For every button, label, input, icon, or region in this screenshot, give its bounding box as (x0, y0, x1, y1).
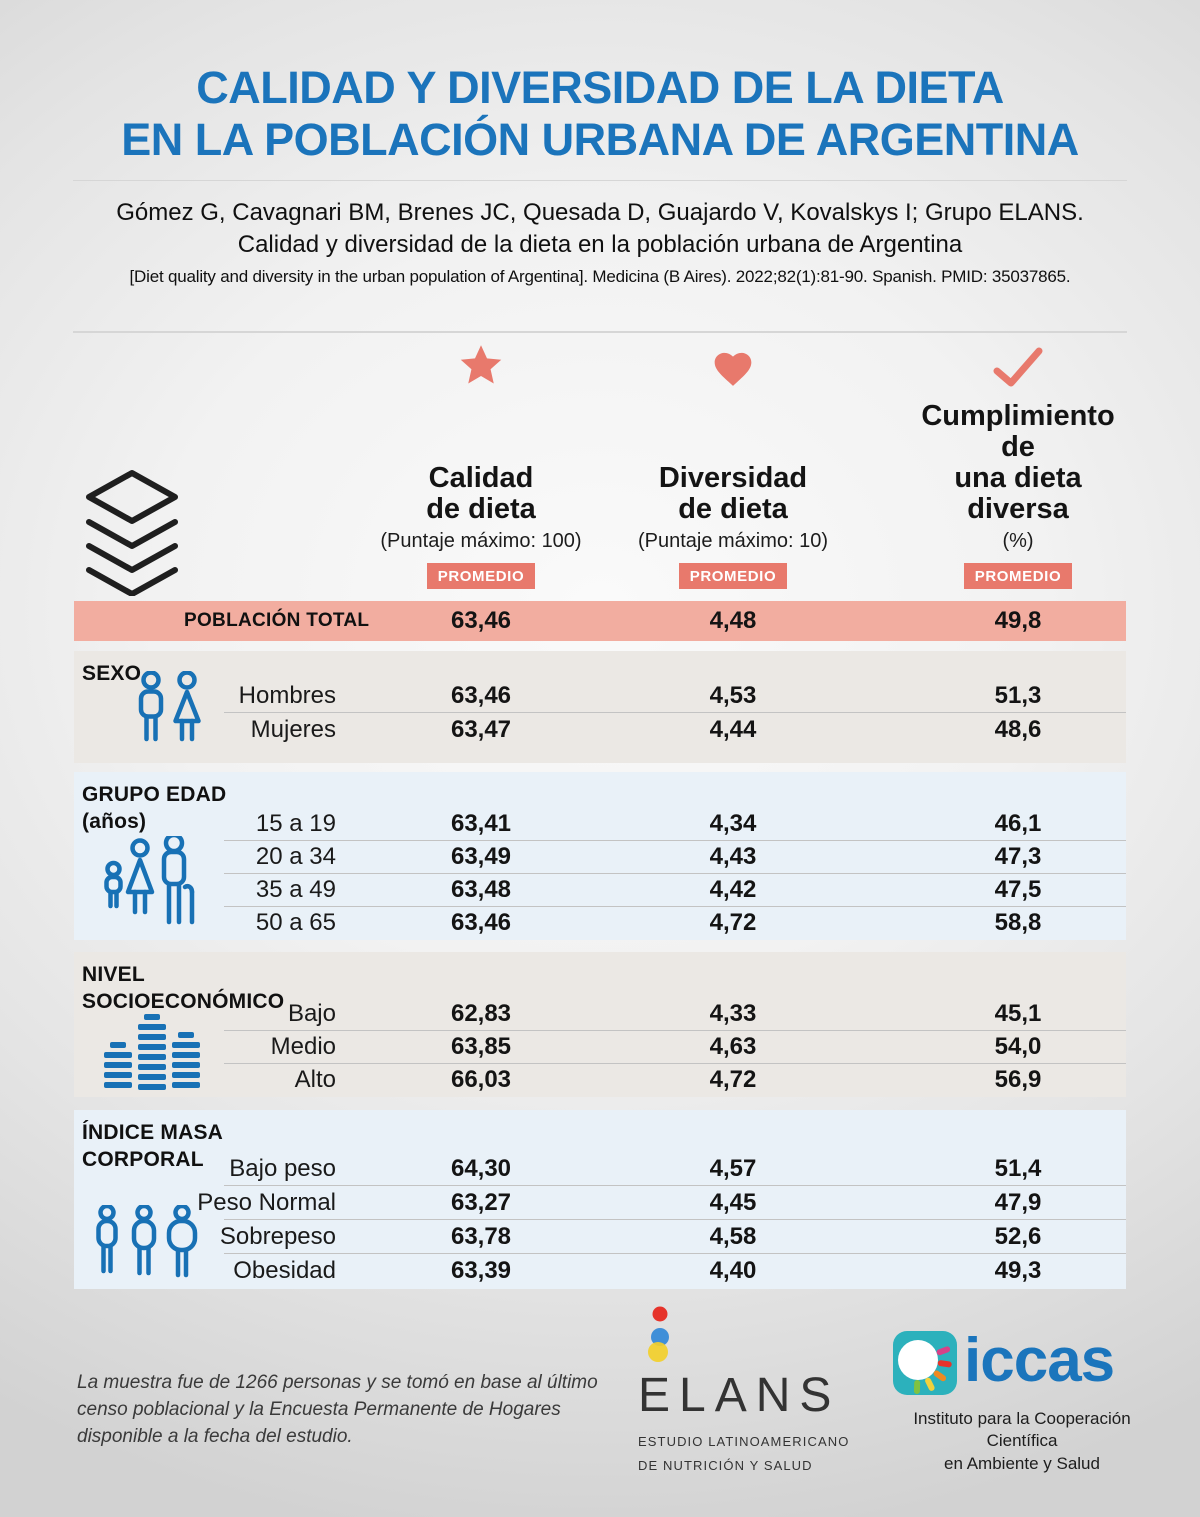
value-diversidad: 4,53 (709, 681, 757, 709)
value-cumplimiento: 48,6 (994, 715, 1042, 743)
table-row (74, 1186, 1126, 1220)
value-diversidad: 4,57 (709, 1154, 757, 1182)
section-title-sexo: SEXO (82, 661, 142, 685)
title-line-2: EN LA POBLACIÓN URBANA DE ARGENTINA (121, 114, 1079, 166)
value-cumplimiento: 46,1 (994, 810, 1042, 838)
iccas-mark-icon (892, 1330, 958, 1396)
value-calidad: 66,03 (450, 1066, 512, 1094)
value-calidad: 64,30 (450, 1154, 512, 1182)
value-calidad: 62,83 (450, 1000, 512, 1028)
row-label: 20 a 34 (255, 843, 336, 871)
table-row (74, 1152, 1126, 1186)
citation-title: Calidad y diversidad de la dieta en la población urbana de Argentina (237, 231, 963, 259)
section-indice-masa-corporal (74, 1110, 1126, 1289)
row-label: Bajo (287, 1000, 336, 1028)
value-diversidad: 4,45 (709, 1188, 757, 1216)
sample-footnote: La muestra fue de 1266 personas y se tomó en base al último censo poblacional y la Encuesta Permanente de Hogares disponible a la fecha del estudio. (77, 1372, 598, 1447)
table-row (74, 998, 1126, 1031)
value-cumplimiento: 49,3 (994, 1256, 1042, 1284)
table-row (74, 713, 1126, 747)
citation-block (0, 197, 1200, 286)
elans-logo (638, 1306, 850, 1473)
title-divider (73, 180, 1127, 181)
value-calidad: 63,41 (450, 810, 512, 838)
star-icon (458, 343, 504, 388)
title-line-1: CALIDAD Y DIVERSIDAD DE LA DIETA (196, 62, 1004, 113)
iccas-subtitle: Instituto para la Cooperación Científica en Ambiente y Salud (913, 1409, 1131, 1473)
total-population-label: POBLACIÓN TOTAL (184, 609, 370, 631)
row-label: 35 a 49 (255, 876, 336, 904)
value-diversidad: 4,42 (709, 876, 757, 904)
column-subtitles-row (74, 530, 1126, 553)
row-label: 15 a 19 (255, 810, 336, 838)
table-row (74, 874, 1126, 907)
row-label: Bajo peso (229, 1154, 336, 1182)
total-value-cumplimiento: 49,8 (994, 606, 1042, 634)
value-calidad: 63,85 (450, 1033, 512, 1061)
row-label: Hombres (238, 681, 336, 709)
column-subtitle: (Puntaje máximo: 100) (380, 529, 582, 552)
row-label: Sobrepeso (219, 1222, 336, 1250)
column-titles-row (74, 401, 1126, 525)
iccas-logo (892, 1325, 1162, 1475)
page-title (0, 0, 1200, 166)
value-calidad: 63,46 (450, 909, 512, 937)
heart-icon (711, 347, 755, 388)
elans-dots-icon (646, 1306, 676, 1364)
total-value-calidad: 63,46 (450, 606, 512, 634)
value-calidad: 63,39 (450, 1256, 512, 1284)
value-cumplimiento: 56,9 (994, 1066, 1042, 1094)
table-row (74, 1064, 1126, 1097)
promedio-badge: PROMEDIO (964, 563, 1072, 589)
value-diversidad: 4,72 (709, 909, 757, 937)
column-subtitle: (%) (1002, 529, 1034, 552)
value-diversidad: 4,40 (709, 1256, 757, 1284)
row-label: Mujeres (250, 715, 336, 743)
value-cumplimiento: 47,5 (994, 876, 1042, 904)
citation-authors: Gómez G, Cavagnari BM, Brenes JC, Quesada D, Guajardo V, Kovalskys I; Grupo ELANS. (116, 199, 1084, 227)
column-title-diversidad: Diversidad de dieta (658, 461, 808, 525)
section-nivel-socioeconomico (74, 952, 1126, 1097)
citation-reference: [Diet quality and diversity in the urban population of Argentina]. Medicina (B Aires). 2022;82(1):81-90. Spanish. PMID: 35037865. (129, 266, 1071, 286)
column-subtitle: (Puntaje máximo: 10) (637, 529, 829, 552)
row-label: Alto (294, 1066, 336, 1094)
value-calidad: 63,78 (450, 1222, 512, 1250)
row-label: Medio (270, 1033, 336, 1061)
promedio-badge: PROMEDIO (427, 563, 535, 589)
column-title-calidad: Calidad de dieta (426, 461, 536, 525)
section-grupo-edad (74, 772, 1126, 940)
promedio-badges-row (74, 563, 1126, 589)
value-diversidad: 4,43 (709, 843, 757, 871)
value-cumplimiento: 51,4 (994, 1154, 1042, 1182)
table-row (74, 1254, 1126, 1288)
value-calidad: 63,47 (450, 715, 512, 743)
value-diversidad: 4,72 (709, 1066, 757, 1094)
column-title-cumplimiento: Cumplimiento de una dieta diversa (921, 399, 1115, 525)
value-diversidad: 4,33 (709, 1000, 757, 1028)
section-divider (73, 331, 1127, 333)
value-diversidad: 4,63 (709, 1033, 757, 1061)
total-value-diversidad: 4,48 (709, 606, 757, 634)
value-cumplimiento: 51,3 (994, 681, 1042, 709)
row-label: 50 a 65 (255, 909, 336, 937)
value-diversidad: 4,58 (709, 1222, 757, 1250)
value-cumplimiento: 54,0 (994, 1033, 1042, 1061)
value-cumplimiento: 47,9 (994, 1188, 1042, 1216)
section-title-nivel: NIVEL SOCIOECONÓMICO (82, 962, 285, 1013)
table-row (74, 841, 1126, 874)
section-title-grupo-edad: GRUPO EDAD (años) (82, 782, 227, 833)
total-population-row (74, 601, 1126, 641)
section-sexo (74, 651, 1126, 763)
table-row (74, 808, 1126, 841)
elans-subtitle: DE NUTRICIÓN Y SALUD (638, 1458, 813, 1473)
elans-subtitle: ESTUDIO LATINOAMERICANO (638, 1434, 850, 1449)
value-calidad: 63,46 (450, 681, 512, 709)
value-cumplimiento: 52,6 (994, 1222, 1042, 1250)
row-label: Peso Normal (197, 1188, 336, 1216)
value-diversidad: 4,34 (709, 810, 757, 838)
layers-icon (84, 468, 180, 596)
section-title-imc: ÍNDICE MASA CORPORAL (82, 1120, 224, 1171)
table-row (74, 1220, 1126, 1254)
table-row (74, 1031, 1126, 1064)
table-row (74, 907, 1126, 940)
iccas-wordmark: iccas (964, 1325, 1115, 1395)
value-cumplimiento: 45,1 (994, 1000, 1042, 1028)
value-diversidad: 4,44 (709, 715, 757, 743)
elans-wordmark: ELANS (638, 1369, 841, 1422)
value-cumplimiento: 58,8 (994, 909, 1042, 937)
table-row (74, 679, 1126, 713)
column-icons-row (74, 343, 1126, 393)
check-icon (991, 346, 1045, 388)
value-cumplimiento: 47,3 (994, 843, 1042, 871)
row-label: Obesidad (233, 1256, 336, 1284)
value-calidad: 63,48 (450, 876, 512, 904)
promedio-badge: PROMEDIO (679, 563, 787, 589)
value-calidad: 63,27 (450, 1188, 512, 1216)
value-calidad: 63,49 (450, 843, 512, 871)
